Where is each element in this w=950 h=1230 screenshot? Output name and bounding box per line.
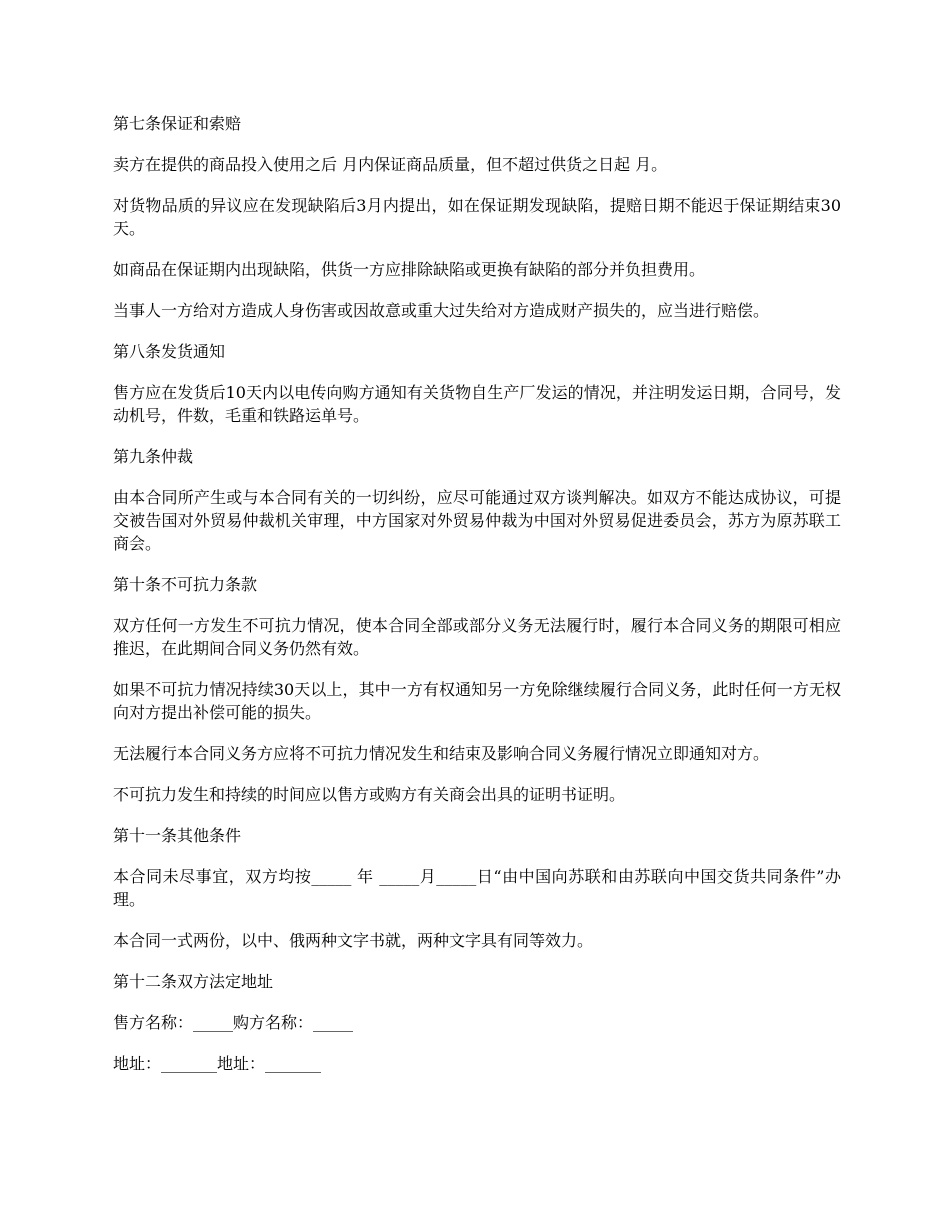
section-heading-7: 第七条保证和索赔 [113,114,242,133]
party-address-line: 地址：_______地址：_______ [113,1054,322,1073]
paragraph: 由本合同所产生或与本合同有关的一切纠纷，应尽可能通过双方谈判解决。如双方不能达成协议，可提交被告国对外贸易仲裁机关审理，中方国家对外贸易仲裁为中国对外贸易促进委员会，苏方为原苏联工商会。 [113,488,841,553]
section-heading-8: 第八条发货通知 [113,342,226,361]
paragraph: 双方任何一方发生不可抗力情况，使本合同全部或部分义务无法履行时，履行本合同义务的期限可相应推迟，在此期间合同义务仍然有效。 [113,616,841,658]
paragraph: 对货物品质的异议应在发现缺陷后3月内提出，如在保证期发现缺陷，提赔日期不能迟于保证期结束30天。 [113,196,841,238]
paragraph: 无法履行本合同义务方应将不可抗力情况发生和结束及影响合同义务履行情况立即通知对方。 [113,744,770,763]
section-heading-9: 第九条仲裁 [113,447,194,466]
paragraph: 本合同未尽事宜，双方均按_____ 年 _____月_____日“由中国向苏联和由苏联向中国交货共同条件”办理。 [113,867,841,909]
paragraph: 本合同一式两份，以中、俄两种文字书就，两种文字具有同等效力。 [113,931,594,950]
paragraph: 如商品在保证期内出现缺陷，供货一方应排除缺陷或更换有缺陷的部分并负担费用。 [113,260,706,279]
party-names-line: 售方名称：_____购方名称：_____ [113,1013,354,1032]
section-heading-12: 第十二条双方法定地址 [113,972,274,991]
paragraph: 当事人一方给对方造成人身伤害或因故意或重大过失给对方造成财产损失的，应当进行赔偿。 [113,301,770,320]
paragraph: 如果不可抗力情况持续30天以上，其中一方有权通知另一方免除继续履行合同义务，此时任何一方无权向对方提出补偿可能的损失。 [113,680,841,722]
section-heading-11: 第十一条其他条件 [113,826,242,845]
paragraph: 卖方在提供的商品投入使用之后 月内保证商品质量，但不超过供货之日起 月。 [113,155,668,174]
section-heading-10: 第十条不可抗力条款 [113,575,258,594]
paragraph: 售方应在发货后10天内以电传向购方通知有关货物自生产厂发运的情况，并注明发运日期，合同号，发动机号，件数，毛重和铁路运单号。 [113,383,841,425]
document-page [113,112,841,1093]
paragraph: 不可抗力发生和持续的时间应以售方或购方有关商会出具的证明书证明。 [113,785,626,804]
